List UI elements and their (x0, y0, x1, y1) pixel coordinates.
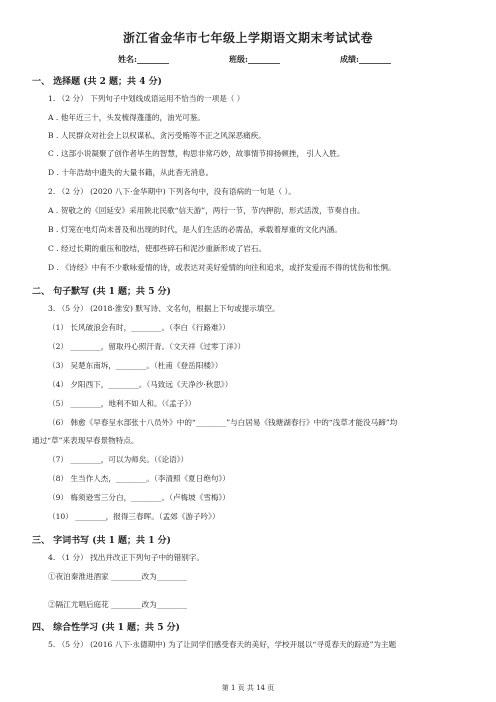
question-4-item-2: ②隔江尤唱后庭花 ________改为________ (48, 600, 188, 609)
score-field-label: 成绩:________ (340, 54, 391, 64)
question-3-item-1: （1） 长风破浪会有时，________。（李白《行路难》） (48, 323, 230, 332)
question-3-item-4: （4） 夕阳西下，________。（马致远《天净沙·秋思》） (48, 380, 233, 389)
section-heading-characters: 三、 字词书写 (共 1 题；共 1 分) (32, 536, 171, 546)
question-4: 4. （1 分） 找出并改正下列句子中的错别字。 (48, 553, 205, 562)
question-4-item-1: ①夜泊秦淮进酒家 ________改为________ (48, 572, 188, 581)
question-3-item-2: （2） ________，留取丹心照汗青。（文天祥《过零丁洋》） (48, 342, 246, 351)
question-2-option-b: B . 灯笼在电灯尚未普及和出现的时代，是人们生活的必需品，承载着厚重的文化内涵。 (48, 225, 342, 234)
section-heading-choice: 一、 选择题 (共 2 题；共 4 分) (32, 77, 162, 87)
question-3-item-6: （6） 韩愈《早春呈水部张十八员外》中的“________”与白居易《钱塘湖春行》中的“浅草才能没马蹄”均 (48, 418, 398, 427)
question-2: 2. （2 分） (2020 八下·金华期中) 下列各句中，没有语病的一句是（ ）。 (48, 187, 296, 196)
section-heading-comprehensive: 四、 综合性学习 (共 1 题；共 5 分) (32, 623, 180, 633)
question-2-option-c: C . 经过长期的重压和胶结，使那些碎石和泥沙重新形成了岩石。 (48, 244, 267, 253)
question-3-item-5: （5） ________，地利不如人和。（《孟子》） (48, 399, 196, 408)
question-1-option-b: B . 人民群众对社会上以权谋私、贪污受贿等不正之风深恶痛疾。 (48, 131, 266, 140)
question-1-option-c: C . 这部小说凝聚了创作者毕生的智慧，构思非常巧妙，故事情节抑扬顿挫， 引人入胜。 (48, 149, 345, 158)
question-1: 1. （2 分） 下列句子中划线成语运用不恰当的一项是（ ） (48, 94, 245, 103)
question-3-item-7: （7） ________，可以为师矣。（《论语》） (48, 455, 189, 464)
question-1-option-a: A . 他年近三十，头发梳得蓬蓬的，油光可鉴。 (48, 113, 206, 122)
class-field-label: 班级:________ (229, 54, 280, 64)
question-3: 3. （5 分） (2018·淮安) 默写诗、文名句，根据上下句或提示填空。 (48, 304, 280, 313)
question-1-option-d: D . 十年浩劫中遗失的大量书籍，从此杳无消息。 (48, 168, 214, 177)
question-5: 5. （5 分） (2016 八下·永德期中) 为了让同学们感受春天的美好，学校开展以“寻觅春天的踪迹”为主题 (48, 640, 397, 649)
page-title: 浙江省金华市七年级上学期语文期末考试试卷 (122, 31, 373, 45)
question-3-item-9: （9） 梅须逊雪三分白，________。（卢梅坡《雪梅》） (48, 493, 230, 502)
name-field-label: 姓名:________ (118, 54, 169, 64)
page-footer: 第 1 页 共 14 页 (221, 684, 275, 692)
question-3-item-6-continued: 通过“草”来表现早春景物特点。 (32, 436, 139, 445)
question-3-item-3: （3） 吴楚东南坼，________。（杜甫《登岳阳楼》） (48, 361, 223, 370)
section-heading-dictation: 二、 句子默写 (共 1 题；共 5 分) (32, 287, 171, 297)
question-3-item-10: （10） ________，报得三春晖。（孟郊《游子吟》） (48, 512, 220, 521)
question-3-item-8: （8） 生当作人杰，________。（李清照《夏日绝句》） (48, 474, 230, 483)
question-2-option-d: D . 《诗经》中有不少歌咏爱情的诗，或表达对美好爱情的向往和追求，或抒发爱而不得的忧伤和怅惘。 (48, 263, 396, 272)
question-2-option-a: A . 贺敬之的《回延安》采用陕北民歌“信天游”，两行一节，节内押韵，形式活泼，节奏自由。 (48, 206, 365, 215)
